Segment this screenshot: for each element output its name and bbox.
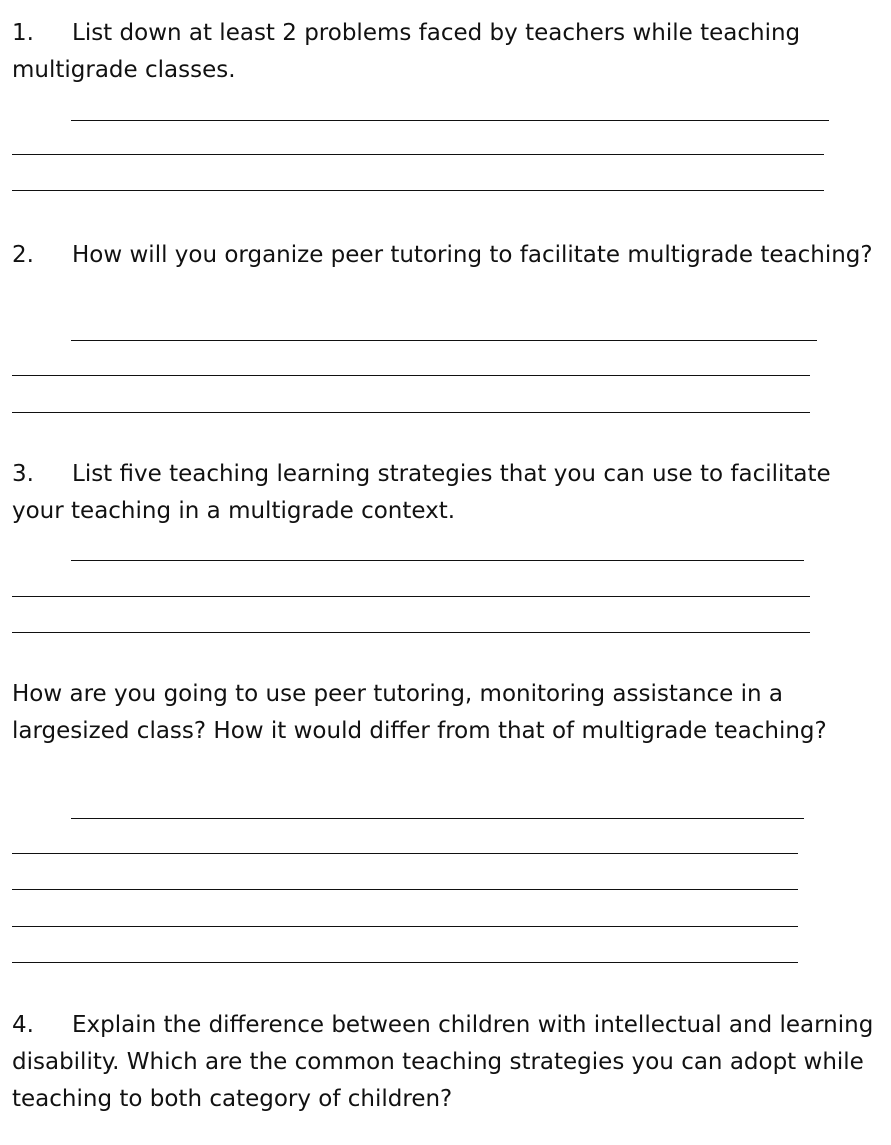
answer-line	[12, 412, 810, 413]
answer-line	[12, 190, 824, 191]
question-4	[12, 1007, 882, 1118]
answer-line	[71, 560, 804, 561]
question-text: How will you organize peer tutoring to facilitate multigrade teaching?	[72, 242, 873, 268]
answer-line	[12, 853, 798, 854]
question-3	[12, 456, 882, 530]
question-number: 3.	[12, 461, 34, 487]
answer-line	[12, 889, 798, 890]
question-text: Explain the difference between children with intellectual and learning disability. Which are the common teaching strategies you can adopt while teaching to both category of children?	[12, 1012, 874, 1112]
question-text: How are you going to use peer tutoring, monitoring assistance in a largesized class? How it would differ from that of multigrade teaching?	[12, 681, 827, 744]
question-1	[12, 15, 882, 89]
answer-line	[71, 340, 817, 341]
answer-line	[12, 962, 798, 963]
answer-line	[12, 375, 810, 376]
question-peer-tutoring-large-class	[12, 676, 882, 750]
question-text: List five teaching learning strategies that you can use to facilitate your teaching in a multigrade context.	[12, 461, 831, 524]
question-2	[12, 237, 882, 274]
question-number: 1.	[12, 20, 34, 46]
answer-line	[12, 632, 810, 633]
answer-line	[71, 120, 829, 121]
question-number: 4.	[12, 1012, 34, 1038]
question-number: 2.	[12, 242, 34, 268]
answer-line	[12, 926, 798, 927]
answer-line	[12, 154, 824, 155]
answer-line	[71, 818, 804, 819]
answer-line	[12, 596, 810, 597]
question-text: List down at least 2 problems faced by teachers while teaching multigrade classes.	[12, 20, 801, 83]
